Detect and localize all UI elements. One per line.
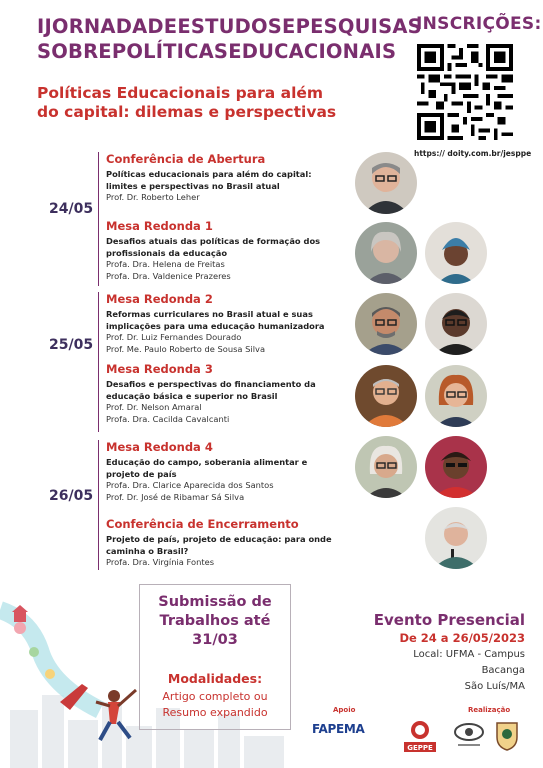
session-heading: Mesa Redonda 4 — [106, 440, 213, 454]
session-title-line: Reformas curriculares no Brasil atual e suas — [106, 309, 313, 319]
title-word: POLÍTICAS — [111, 40, 229, 63]
title-word: I — [37, 15, 45, 38]
session-title — [106, 534, 346, 557]
date-label: 24/05 — [49, 201, 94, 217]
session-title-line: implicações para uma educação humanizadora — [106, 320, 325, 331]
modalities-heading: Modalidades: — [167, 671, 263, 686]
registration-label: INSCRIÇÕES: — [416, 14, 542, 34]
date-label: 25/05 — [49, 337, 94, 353]
date-label: 26/05 — [49, 488, 94, 504]
session-title-line: educação básica e superior no Brasil — [106, 390, 278, 401]
session-title-line: Educação do campo, soberania alimentar e — [106, 457, 308, 467]
session-title-line: projeto de país — [106, 468, 177, 479]
speaker-photo — [355, 293, 417, 355]
timeline-divider — [98, 292, 99, 432]
session-round-table-2 — [106, 292, 346, 355]
title-word: E — [282, 15, 296, 38]
title-word: DE — [147, 15, 178, 38]
session-title-line: profissionais da educação — [106, 247, 228, 258]
modalities-list — [140, 689, 290, 721]
session-title-line: Políticas educacionais para além do capital: — [106, 169, 312, 179]
submission-line: Trabalhos até — [159, 613, 271, 629]
title-word: PESQUISAS — [295, 15, 422, 38]
session-title — [106, 379, 346, 402]
title-word: JORNADA — [44, 15, 148, 38]
speaker-photo — [355, 222, 417, 284]
subtitle-line: do capital: dilemas e perspectivas — [37, 103, 337, 121]
geppe-logo — [400, 718, 440, 756]
session-heading: Conferência de Encerramento — [106, 517, 299, 531]
speaker-name: Profa. Dra. Clarice Aparecida dos Santos — [106, 480, 274, 490]
event-type: Evento Presencial — [373, 611, 525, 629]
subtitle-line: Políticas Educacionais para além — [37, 84, 324, 102]
session-heading: Mesa Redonda 1 — [106, 219, 213, 233]
speaker-photo — [425, 222, 487, 284]
geppe-text: GEPPE — [407, 744, 433, 752]
session-title-line: caminha o Brasil? — [106, 545, 189, 556]
speaker-photo — [425, 436, 487, 498]
support-label: Apoio — [333, 706, 356, 714]
event-dates: De 24 a 26/05/2023 — [399, 631, 525, 645]
speaker-name: Prof. Me. Paulo Roberto de Sousa Silva — [106, 343, 266, 354]
session-heading: Mesa Redonda 2 — [106, 292, 213, 306]
event-location: Local: UFMA - Campus Bacanga — [413, 649, 525, 676]
session-title — [106, 309, 346, 332]
speaker-name: Prof. Dr. José de Ribamar Sá Silva — [106, 491, 245, 502]
speaker-name: Profa. Dra. Helena de Freitas — [106, 259, 225, 269]
session-round-table-3 — [106, 362, 346, 425]
session-heading: Conferência de Abertura — [106, 152, 266, 166]
session-title-line: Desafios atuais das políticas de formação dos — [106, 236, 321, 246]
registration-url[interactable]: https:// doity.com.br/jesppe — [414, 149, 532, 158]
title-word: EDUCACIONAIS — [228, 40, 397, 63]
submission-line: Submissão de — [158, 594, 272, 610]
session-title-line: Projeto de país, projeto de educação: para onde — [106, 534, 332, 544]
session-round-table-4 — [106, 440, 346, 503]
title-word: ESTUDOS — [177, 15, 283, 38]
session-closing-conference — [106, 517, 346, 569]
event-city: São Luís/MA — [464, 681, 525, 692]
speaker-photo — [355, 365, 417, 427]
fapema-logo: FAPEMA — [312, 722, 365, 736]
speaker-name: Prof. Dr. Nelson Amaral — [106, 402, 202, 412]
university-crest-logo — [494, 719, 520, 751]
event-title — [37, 14, 422, 64]
session-title — [106, 236, 346, 259]
timeline-divider — [98, 440, 99, 570]
modality-item: Artigo completo ou — [162, 690, 268, 703]
submission-deadline — [140, 593, 290, 650]
session-title — [106, 457, 346, 480]
session-round-table-1 — [106, 219, 346, 282]
submission-box — [139, 584, 291, 730]
speaker-name: Prof. Dr. Luiz Fernandes Dourado — [106, 332, 242, 342]
speaker-photo — [355, 436, 417, 498]
session-title-line: Desafios e perspectivas do financiamento da — [106, 379, 316, 389]
speaker-name: Profa. Dra. Cacilda Cavalcanti — [106, 413, 230, 424]
session-title — [106, 169, 346, 192]
speaker-name: Prof. Dr. Roberto Leher — [106, 192, 200, 202]
speaker-name: Profa. Dra. Virgínia Fontes — [106, 557, 215, 567]
event-info — [370, 610, 525, 695]
speaker-photo — [425, 365, 487, 427]
event-subtitle — [37, 84, 337, 122]
title-word: SOBRE — [37, 40, 112, 63]
eye-logo — [452, 720, 486, 750]
modality-item: Resumo expandido — [162, 706, 268, 719]
session-heading: Mesa Redonda 3 — [106, 362, 213, 376]
organizer-label: Realização — [468, 706, 511, 714]
speaker-name: Profa. Dra. Valdenice Prazeres — [106, 270, 231, 281]
qr-code-icon[interactable] — [417, 44, 513, 140]
speaker-photo — [355, 152, 417, 214]
submission-date: 31/03 — [192, 632, 238, 648]
session-opening-conference — [106, 152, 346, 204]
speaker-photo — [425, 507, 487, 569]
session-title-line: limites e perspectivas no Brasil atual — [106, 180, 280, 191]
speaker-photo — [425, 293, 487, 355]
timeline-divider — [98, 152, 99, 286]
